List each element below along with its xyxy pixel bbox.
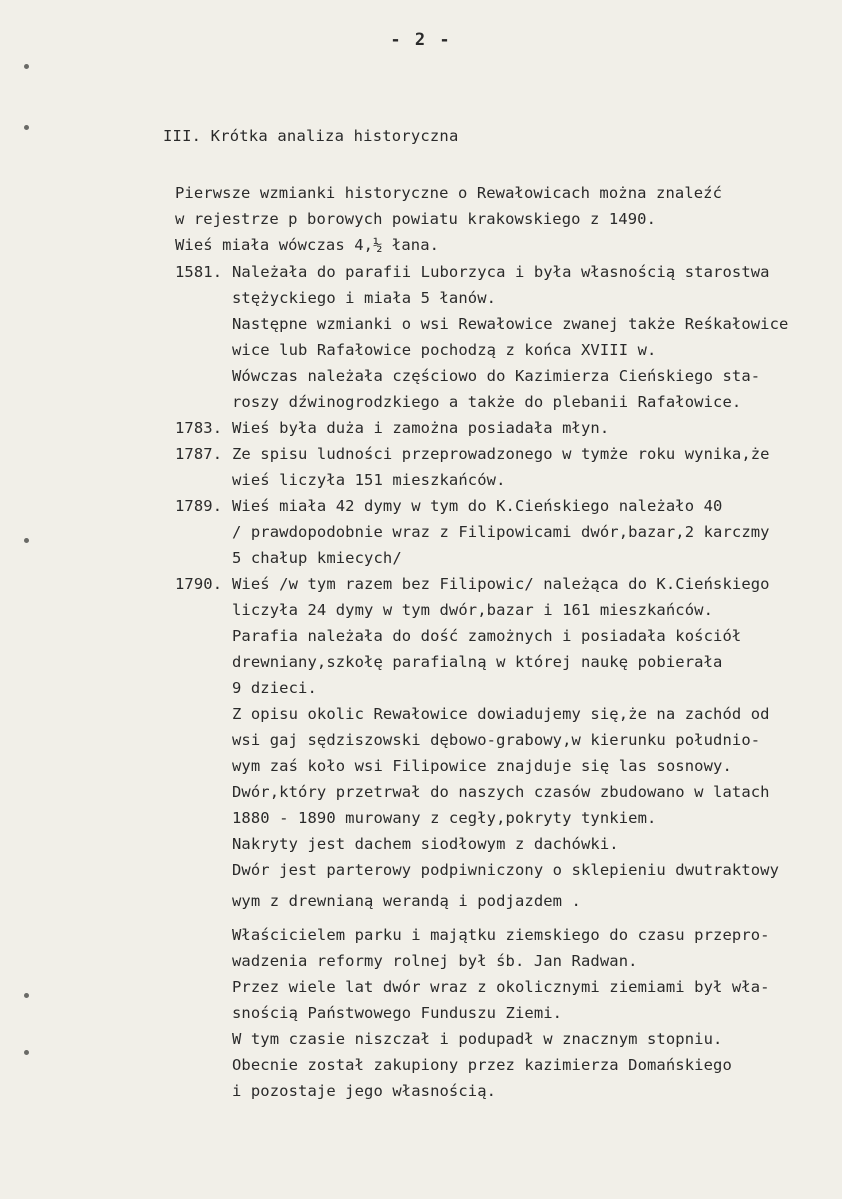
punch-hole-mark (24, 993, 29, 998)
punch-hole-mark (24, 64, 29, 69)
punch-hole-mark (24, 538, 29, 543)
entry-line: drewniany,szkołę parafialną w której naukę pobierała (232, 653, 723, 671)
entry-year: 1581. (175, 263, 223, 281)
entry-line: wym zaś koło wsi Filipowice znajduje się las sosnowy. (232, 757, 732, 775)
entry-line: wsi gaj sędziszowski dębowo-grabowy,w kierunku południo- (232, 731, 761, 749)
entry-line: Z opisu okolic Rewałowice dowiadujemy się,że na zachód od (232, 705, 770, 723)
entry-line: liczyła 24 dymy w tym dwór,bazar i 161 mieszkańców. (232, 601, 714, 619)
entry-line: Dwór jest parterowy podpiwniczony o sklepieniu dwutraktowy (232, 861, 780, 879)
entry-line: Ze spisu ludności przeprowadzonego w tymże roku wynika,że (232, 445, 770, 463)
page-number: - 2 - (390, 30, 452, 50)
entry-year: 1789. (175, 497, 223, 515)
entry-year: 1787. (175, 445, 223, 463)
entry-line: Następne wzmianki o wsi Rewałowice zwanej także Reśkałowice (232, 315, 789, 333)
entry-line: wice lub Rafałowice pochodzą z końca XVIII w. (232, 341, 657, 359)
entry-line: Wieś /w tym razem bez Filipowic/ należąca do K.Cieńskiego (232, 575, 770, 593)
entry-line: Obecnie został zakupiony przez kazimierza Domańskiego (232, 1056, 732, 1074)
entry-year: 1783. (175, 419, 223, 437)
entry-line: Wieś miała 42 dymy w tym do K.Cieńskiego należało 40 (232, 497, 723, 515)
entry-line: 9 dzieci. (232, 679, 317, 697)
entry-line: Wieś była duża i zamożna posiadała młyn. (232, 419, 610, 437)
entry-line: wadzenia reformy rolnej był śb. Jan Radwan. (232, 952, 638, 970)
entry-line: roszy dźwinogrodzkiego a także do plebanii Rafałowice. (232, 393, 742, 411)
entry-line: W tym czasie niszczał i podupadł w znacznym stopniu. (232, 1030, 723, 1048)
entry-line: Przez wiele lat dwór wraz z okolicznymi ziemiami był wła- (232, 978, 770, 996)
intro-line: w rejestrze p borowych powiatu krakowskiego z 1490. (175, 210, 657, 228)
intro-line: Wieś miała wówczas 4,½ łana. (175, 236, 440, 254)
section-heading: III. Krótka analiza historyczna (163, 127, 459, 145)
entry-line: stężyckiego i miała 5 łanów. (232, 289, 497, 307)
entry-line: wym z drewnianą werandą i podjazdem . (232, 892, 581, 910)
entry-line: Parafia należała do dość zamożnych i posiadała kościół (232, 627, 742, 645)
punch-hole-mark (24, 1050, 29, 1055)
entry-line: 1880 - 1890 murowany z cegły,pokryty tynkiem. (232, 809, 657, 827)
entry-line: snością Państwowego Funduszu Ziemi. (232, 1004, 563, 1022)
entry-line: wieś liczyła 151 mieszkańców. (232, 471, 506, 489)
entry-line: Właścicielem parku i majątku ziemskiego do czasu przepro- (232, 926, 770, 944)
entry-line: Dwór,który przetrwał do naszych czasów zbudowano w latach (232, 783, 770, 801)
entry-line: / prawdopodobnie wraz z Filipowicami dwór,bazar,2 karczmy (232, 523, 770, 541)
entry-line: Wówczas należała częściowo do Kazimierza Cieńskiego sta- (232, 367, 761, 385)
intro-line: Pierwsze wzmianki historyczne o Rewałowicach można znaleźć (175, 184, 723, 202)
entry-line: 5 chałup kmiecych/ (232, 549, 402, 567)
entry-line: i pozostaje jego własnością. (232, 1082, 497, 1100)
entry-line: Należała do parafii Luborzyca i była własnością starostwa (232, 263, 770, 281)
entry-year: 1790. (175, 575, 223, 593)
punch-hole-mark (24, 125, 29, 130)
entry-line: Nakryty jest dachem siodłowym z dachówki. (232, 835, 619, 853)
